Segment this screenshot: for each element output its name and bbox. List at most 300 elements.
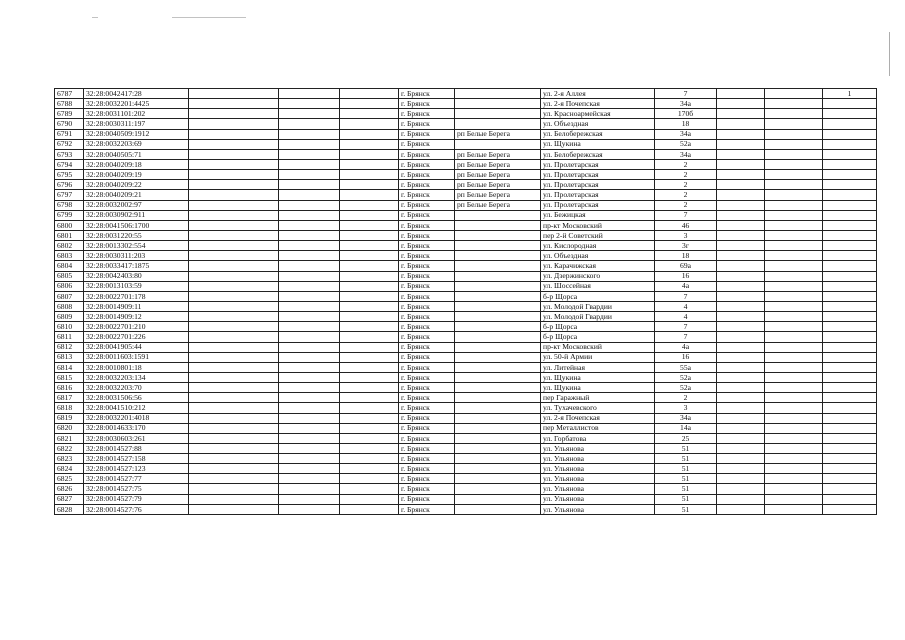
extra-cell (823, 362, 877, 372)
locality-cell (455, 494, 541, 504)
empty-cell (189, 261, 279, 271)
house-number: 2 (655, 170, 717, 180)
extra-cell (823, 109, 877, 119)
empty-cell (189, 230, 279, 240)
empty-cell (189, 362, 279, 372)
street-cell: ул. Пролетарская (541, 170, 655, 180)
empty-cell (717, 261, 765, 271)
street-cell: ул. Литейная (541, 362, 655, 372)
empty-cell (189, 433, 279, 443)
cadastral-number: 32:28:0031101:202 (84, 109, 189, 119)
empty-cell (717, 413, 765, 423)
extra-cell (823, 372, 877, 382)
empty-cell (189, 99, 279, 109)
row-number: 6807 (55, 291, 84, 301)
empty-cell (189, 352, 279, 362)
locality-cell (455, 443, 541, 453)
locality-cell (455, 230, 541, 240)
empty-cell (189, 423, 279, 433)
extra-cell (823, 241, 877, 251)
empty-cell (717, 99, 765, 109)
locality-cell (455, 241, 541, 251)
empty-cell (717, 383, 765, 393)
table-row (55, 241, 877, 251)
locality-cell (455, 464, 541, 474)
row-number: 6814 (55, 362, 84, 372)
cadastral-number: 32:28:0040209:21 (84, 190, 189, 200)
house-number: 16 (655, 352, 717, 362)
empty-cell (717, 281, 765, 291)
empty-cell (340, 372, 399, 382)
empty-cell (765, 230, 823, 240)
table-row (55, 474, 877, 484)
row-number: 6805 (55, 271, 84, 281)
street-cell: б-р Щорса (541, 332, 655, 342)
empty-cell (279, 332, 340, 342)
locality-cell: рп Белые Берега (455, 149, 541, 159)
empty-cell (279, 271, 340, 281)
extra-cell (823, 393, 877, 403)
empty-cell (717, 119, 765, 129)
extra-cell (823, 342, 877, 352)
city-cell: г. Брянск (399, 383, 455, 393)
empty-cell (189, 464, 279, 474)
empty-cell (279, 433, 340, 443)
city-cell: г. Брянск (399, 139, 455, 149)
house-number: 25 (655, 433, 717, 443)
extra-cell (823, 251, 877, 261)
cadastral-number: 32:28:0031220:55 (84, 230, 189, 240)
empty-cell (279, 180, 340, 190)
city-cell: г. Брянск (399, 149, 455, 159)
empty-cell (189, 484, 279, 494)
row-number: 6789 (55, 109, 84, 119)
extra-cell (823, 443, 877, 453)
empty-cell (717, 332, 765, 342)
empty-cell (717, 241, 765, 251)
row-number: 6808 (55, 301, 84, 311)
empty-cell (279, 200, 340, 210)
empty-cell (765, 180, 823, 190)
extra-cell (823, 180, 877, 190)
cadastral-number: 32:28:0040209:18 (84, 159, 189, 169)
empty-cell (279, 504, 340, 514)
empty-cell (340, 383, 399, 393)
empty-cell (765, 139, 823, 149)
empty-cell (279, 190, 340, 200)
row-number: 6820 (55, 423, 84, 433)
street-cell: ул. Карачижская (541, 261, 655, 271)
street-cell: пер 2-й Советский (541, 230, 655, 240)
table-row (55, 403, 877, 413)
empty-cell (765, 322, 823, 332)
extra-cell (823, 322, 877, 332)
empty-cell (717, 129, 765, 139)
locality-cell (455, 139, 541, 149)
street-cell: ул. Ульянова (541, 474, 655, 484)
extra-cell (823, 494, 877, 504)
cadastral-number: 32:28:0040505:71 (84, 149, 189, 159)
cadastral-number: 32:28:0010801:18 (84, 362, 189, 372)
empty-cell (189, 393, 279, 403)
empty-cell (340, 301, 399, 311)
city-cell: г. Брянск (399, 423, 455, 433)
empty-cell (717, 454, 765, 464)
table-row (55, 322, 877, 332)
empty-cell (279, 139, 340, 149)
empty-cell (189, 170, 279, 180)
empty-cell (340, 494, 399, 504)
street-cell: б-р Щорса (541, 291, 655, 301)
cadastral-number: 32:28:0033417:1875 (84, 261, 189, 271)
city-cell: г. Брянск (399, 322, 455, 332)
empty-cell (717, 443, 765, 453)
empty-cell (279, 454, 340, 464)
empty-cell (189, 504, 279, 514)
street-cell: ул. Щукина (541, 372, 655, 382)
street-cell: ул. Ульянова (541, 454, 655, 464)
extra-cell (823, 119, 877, 129)
empty-cell (279, 119, 340, 129)
house-number: 7 (655, 322, 717, 332)
house-number: 34а (655, 413, 717, 423)
row-number: 6804 (55, 261, 84, 271)
locality-cell: рп Белые Берега (455, 170, 541, 180)
empty-cell (340, 484, 399, 494)
row-number: 6828 (55, 504, 84, 514)
street-cell: ул. Ульянова (541, 504, 655, 514)
cadastral-number: 32:28:0022701:210 (84, 322, 189, 332)
cadastral-number: 32:28:0030311:203 (84, 251, 189, 261)
empty-cell (189, 109, 279, 119)
row-number: 6793 (55, 149, 84, 159)
city-cell: г. Брянск (399, 372, 455, 382)
house-number: 16 (655, 271, 717, 281)
extra-cell (823, 159, 877, 169)
empty-cell (279, 220, 340, 230)
street-cell: пр-кт Московский (541, 220, 655, 230)
row-number: 6803 (55, 251, 84, 261)
table-row (55, 210, 877, 220)
empty-cell (279, 342, 340, 352)
cadastral-number: 32:28:0011603:1591 (84, 352, 189, 362)
empty-cell (189, 241, 279, 251)
cadastral-number: 32:28:0032002:97 (84, 200, 189, 210)
locality-cell (455, 322, 541, 332)
street-cell: ул. Пролетарская (541, 190, 655, 200)
empty-cell (717, 271, 765, 281)
street-cell: ул. Красноармейская (541, 109, 655, 119)
empty-cell (340, 403, 399, 413)
empty-cell (717, 230, 765, 240)
row-number: 6810 (55, 322, 84, 332)
empty-cell (279, 291, 340, 301)
empty-cell (279, 474, 340, 484)
empty-cell (279, 423, 340, 433)
empty-cell (279, 170, 340, 180)
extra-cell (823, 474, 877, 484)
cadastral-number: 32:28:0022701:226 (84, 332, 189, 342)
house-number: 14а (655, 423, 717, 433)
city-cell: г. Брянск (399, 312, 455, 322)
cadastral-number: 32:28:0022701:178 (84, 291, 189, 301)
empty-cell (340, 322, 399, 332)
house-number: 51 (655, 484, 717, 494)
extra-cell (823, 220, 877, 230)
empty-cell (717, 301, 765, 311)
street-cell: ул. Ульянова (541, 464, 655, 474)
empty-cell (765, 210, 823, 220)
empty-cell (717, 170, 765, 180)
row-number: 6811 (55, 332, 84, 342)
locality-cell (455, 109, 541, 119)
house-number: 2 (655, 159, 717, 169)
city-cell: г. Брянск (399, 271, 455, 281)
house-number: 52а (655, 139, 717, 149)
empty-cell (279, 99, 340, 109)
empty-cell (717, 251, 765, 261)
empty-cell (279, 301, 340, 311)
table-row (55, 443, 877, 453)
cadastral-number: 32:28:0014909:11 (84, 301, 189, 311)
row-number: 6794 (55, 159, 84, 169)
table-row (55, 413, 877, 423)
extra-cell (823, 149, 877, 159)
row-number: 6800 (55, 220, 84, 230)
empty-cell (279, 464, 340, 474)
extra-cell (823, 484, 877, 494)
table-row (55, 332, 877, 342)
cadastral-number: 32:28:0032203:134 (84, 372, 189, 382)
table-row (55, 433, 877, 443)
empty-cell (765, 413, 823, 423)
empty-cell (340, 423, 399, 433)
cadastral-number: 32:28:0040209:22 (84, 180, 189, 190)
extra-cell (823, 210, 877, 220)
cadastral-number: 32:28:0014527:79 (84, 494, 189, 504)
cadastral-number: 32:28:0041510:212 (84, 403, 189, 413)
row-number: 6812 (55, 342, 84, 352)
empty-cell (279, 362, 340, 372)
cadastral-number: 32:28:0042403:80 (84, 271, 189, 281)
city-cell: г. Брянск (399, 129, 455, 139)
city-cell: г. Брянск (399, 484, 455, 494)
city-cell: г. Брянск (399, 99, 455, 109)
table-row (55, 383, 877, 393)
empty-cell (189, 301, 279, 311)
locality-cell (455, 312, 541, 322)
empty-cell (340, 393, 399, 403)
scan-edge-mark (889, 32, 890, 76)
cadastral-number: 32:28:0014527:88 (84, 443, 189, 453)
table-row (55, 220, 877, 230)
city-cell: г. Брянск (399, 200, 455, 210)
table-row (55, 372, 877, 382)
row-number: 6791 (55, 129, 84, 139)
locality-cell: рп Белые Берега (455, 190, 541, 200)
empty-cell (340, 443, 399, 453)
city-cell: г. Брянск (399, 109, 455, 119)
row-number: 6797 (55, 190, 84, 200)
street-cell: пер Гаражный (541, 393, 655, 403)
house-number: 51 (655, 494, 717, 504)
house-number: 34а (655, 149, 717, 159)
empty-cell (189, 291, 279, 301)
empty-cell (765, 332, 823, 342)
empty-cell (765, 403, 823, 413)
city-cell: г. Брянск (399, 362, 455, 372)
house-number: 34а (655, 99, 717, 109)
empty-cell (717, 342, 765, 352)
extra-cell (823, 301, 877, 311)
extra-cell (823, 464, 877, 474)
street-cell: ул. Пролетарская (541, 180, 655, 190)
empty-cell (717, 159, 765, 169)
extra-cell: 1 (823, 89, 877, 99)
row-number: 6806 (55, 281, 84, 291)
house-number: 4а (655, 281, 717, 291)
city-cell: г. Брянск (399, 230, 455, 240)
empty-cell (340, 220, 399, 230)
locality-cell (455, 251, 541, 261)
empty-cell (765, 474, 823, 484)
table-row (55, 230, 877, 240)
empty-cell (340, 312, 399, 322)
empty-cell (189, 494, 279, 504)
empty-cell (279, 322, 340, 332)
house-number: 46 (655, 220, 717, 230)
locality-cell (455, 220, 541, 230)
locality-cell (455, 342, 541, 352)
extra-cell (823, 271, 877, 281)
row-number: 6817 (55, 393, 84, 403)
empty-cell (189, 413, 279, 423)
locality-cell (455, 393, 541, 403)
empty-cell (279, 159, 340, 169)
city-cell: г. Брянск (399, 352, 455, 362)
row-number: 6819 (55, 413, 84, 423)
empty-cell (189, 271, 279, 281)
empty-cell (765, 301, 823, 311)
empty-cell (717, 423, 765, 433)
empty-cell (340, 433, 399, 443)
extra-cell (823, 383, 877, 393)
city-cell: г. Брянск (399, 159, 455, 169)
empty-cell (189, 129, 279, 139)
table-row (55, 423, 877, 433)
extra-cell (823, 403, 877, 413)
cadastral-number: 32:28:0014527:75 (84, 484, 189, 494)
empty-cell (765, 393, 823, 403)
empty-cell (717, 393, 765, 403)
empty-cell (717, 200, 765, 210)
empty-cell (765, 99, 823, 109)
empty-cell (765, 241, 823, 251)
city-cell: г. Брянск (399, 393, 455, 403)
locality-cell (455, 99, 541, 109)
table-row (55, 251, 877, 261)
empty-cell (189, 159, 279, 169)
locality-cell (455, 210, 541, 220)
city-cell: г. Брянск (399, 210, 455, 220)
street-cell: ул. Пролетарская (541, 200, 655, 210)
house-number: 51 (655, 474, 717, 484)
empty-cell (340, 464, 399, 474)
locality-cell (455, 423, 541, 433)
empty-cell (765, 504, 823, 514)
extra-cell (823, 332, 877, 342)
empty-cell (189, 281, 279, 291)
empty-cell (765, 352, 823, 362)
street-cell: ул. Молодой Гвардии (541, 301, 655, 311)
row-number: 6801 (55, 230, 84, 240)
empty-cell (189, 119, 279, 129)
city-cell: г. Брянск (399, 504, 455, 514)
house-number: 18 (655, 119, 717, 129)
empty-cell (765, 109, 823, 119)
cadastral-number: 32:28:0014527:76 (84, 504, 189, 514)
empty-cell (717, 494, 765, 504)
empty-cell (340, 170, 399, 180)
scan-artifact-left (92, 17, 98, 18)
house-number: 2 (655, 180, 717, 190)
city-cell: г. Брянск (399, 170, 455, 180)
empty-cell (279, 109, 340, 119)
street-cell: ул. Кислородная (541, 241, 655, 251)
cadastral-number: 32:28:0032203:70 (84, 383, 189, 393)
empty-cell (279, 383, 340, 393)
house-number: 2 (655, 200, 717, 210)
house-number: 18 (655, 251, 717, 261)
street-cell: пр-кт Московский (541, 342, 655, 352)
cadastral-number: 32:28:0042417:28 (84, 89, 189, 99)
empty-cell (340, 352, 399, 362)
extra-cell (823, 230, 877, 240)
table-row (55, 119, 877, 129)
street-cell: ул. Белобережская (541, 149, 655, 159)
empty-cell (717, 484, 765, 494)
table-row (55, 393, 877, 403)
extra-cell (823, 291, 877, 301)
empty-cell (279, 372, 340, 382)
empty-cell (189, 149, 279, 159)
empty-cell (717, 220, 765, 230)
empty-cell (189, 474, 279, 484)
empty-cell (717, 149, 765, 159)
empty-cell (717, 180, 765, 190)
empty-cell (340, 332, 399, 342)
table-row (55, 149, 877, 159)
city-cell: г. Брянск (399, 332, 455, 342)
empty-cell (340, 281, 399, 291)
empty-cell (189, 89, 279, 99)
empty-cell (340, 474, 399, 484)
locality-cell (455, 281, 541, 291)
street-cell: ул. Ульянова (541, 443, 655, 453)
empty-cell (279, 281, 340, 291)
empty-cell (765, 281, 823, 291)
locality-cell (455, 504, 541, 514)
empty-cell (340, 251, 399, 261)
empty-cell (279, 149, 340, 159)
locality-cell (455, 372, 541, 382)
street-cell: ул. 2-я Аллея (541, 89, 655, 99)
empty-cell (189, 322, 279, 332)
city-cell: г. Брянск (399, 241, 455, 251)
extra-cell (823, 433, 877, 443)
street-cell: ул. 50-й Армии (541, 352, 655, 362)
street-cell: ул. Ульянова (541, 484, 655, 494)
